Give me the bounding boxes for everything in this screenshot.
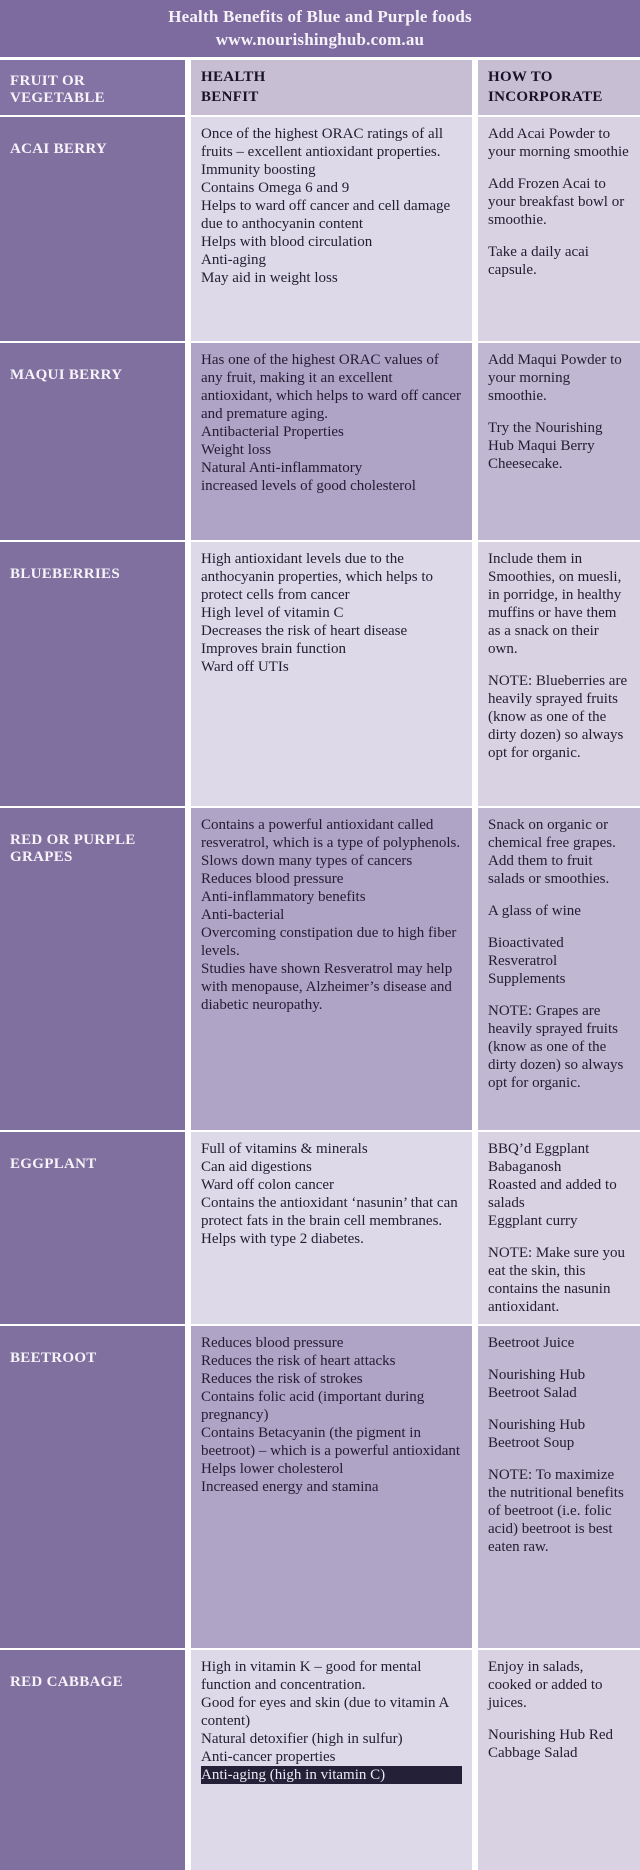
incorporate-cell: [478, 808, 640, 1130]
benefit-line: Weight loss: [201, 442, 272, 458]
incorporate-cell: [478, 117, 640, 341]
benefit-line: High level of vitamin C: [201, 605, 344, 621]
benefit-line: Ward off UTIs: [201, 659, 289, 675]
incorporate-paragraph: [488, 816, 630, 888]
benefit-line: Natural Anti-inflammatory: [201, 460, 363, 476]
benefit-line: May aid in weight loss: [201, 270, 338, 286]
fruit-name: MAQUI BERRY: [10, 367, 123, 383]
incorporate-cell: [478, 1650, 640, 1870]
benefit-line: Anti-aging (high in vitamin C): [201, 1766, 462, 1784]
incorporate-cell: [478, 343, 640, 540]
row-label-cell: [0, 343, 185, 540]
benefit-line: Good for eyes and skin (due to vitamin A content): [201, 1695, 449, 1729]
row-label-cell: [0, 1132, 185, 1324]
benefit-line: Helps to ward off cancer and cell damage due to anthocyanin content: [201, 198, 451, 232]
page-header: [0, 0, 640, 57]
row-label-cell: [0, 542, 185, 806]
page-title: Health Benefits of Blue and Purple foods: [168, 7, 472, 26]
incorporate-line: Beetroot Juice: [488, 1335, 575, 1351]
health-benefit-cell: [191, 117, 472, 341]
benefit-line: Improves brain function: [201, 641, 346, 657]
incorporate-paragraph: [488, 1002, 630, 1092]
benefit-line: Helps with blood circulation: [201, 234, 373, 250]
incorporate-line: Take a daily acai capsule.: [488, 244, 589, 278]
incorporate-paragraph: [488, 1416, 630, 1452]
incorporate-paragraph: [488, 902, 630, 920]
benefit-line: Contains folic acid (important during pregnancy): [201, 1389, 425, 1423]
incorporate-line: Babaganosh: [488, 1159, 562, 1175]
incorporate-paragraph: [488, 125, 630, 161]
row-label-cell: [0, 1650, 185, 1870]
row-label-cell: [0, 117, 185, 341]
incorporate-line: Roasted and added to salads: [488, 1177, 617, 1211]
incorporate-line: Snack on organic or chemical free grapes. Add them to fruit salads or smoothies.: [488, 817, 616, 887]
incorporate-paragraph: [488, 550, 630, 658]
incorporate-line: Nourishing Hub Beetroot Soup: [488, 1417, 586, 1451]
incorporate-line: Add Maqui Powder to your morning smoothie.: [488, 352, 622, 404]
benefit-line: Overcoming constipation due to high fiber levels.: [201, 925, 457, 959]
row-label-cell: [0, 1326, 185, 1648]
incorporate-paragraph: [488, 1726, 630, 1762]
column-header-fruit-or-vegetable: [0, 60, 185, 115]
column-header-benefit-line1: HEALTH: [201, 69, 266, 85]
fruit-name: ACAI BERRY: [10, 141, 108, 157]
benefit-line: Reduces the risk of strokes: [201, 1371, 363, 1387]
health-benefit-cell: [191, 1650, 472, 1870]
fruit-name: RED CABBAGE: [10, 1674, 123, 1690]
incorporate-paragraph: [488, 1366, 630, 1402]
incorporate-paragraph: [488, 1140, 630, 1230]
incorporate-line: Include them in Smoothies, on muesli, in porridge, in healthy muffins or have them as a snack on their own.: [488, 551, 622, 657]
benefit-line: High antioxidant levels due to the anthocyanin properties, which helps to protect cells from cancer: [201, 551, 434, 603]
benefit-line: Contains Betacyanin (the pigment in beetroot) – which is a powerful antioxidant: [201, 1425, 461, 1459]
benefit-line: Contains the antioxidant ‘nasunin’ that can protect fats in the brain cell membranes.: [201, 1195, 458, 1229]
benefit-line: Reduces blood pressure: [201, 871, 344, 887]
incorporate-line: Nourishing Hub Beetroot Salad: [488, 1367, 586, 1401]
benefit-line: Has one of the highest ORAC values of any fruit, making it an excellent antioxidant, which helps to ward off cancer and premature aging.: [201, 352, 462, 422]
column-header-incorporate-line2: INCORPORATE: [488, 89, 603, 105]
benefit-line: Studies have shown Resveratrol may help with menopause, Alzheimer’s disease and diabetic neuropathy.: [201, 961, 453, 1013]
health-benefit-cell: [191, 343, 472, 540]
incorporate-paragraph: [488, 419, 630, 473]
incorporate-line: NOTE: Blueberries are heavily sprayed fruits (know as one of the dirty dozen) so always opt for organic.: [488, 673, 628, 761]
benefit-line: Contains a powerful antioxidant called resveratrol, which is a type of polyphenols.: [201, 817, 461, 851]
benefit-line: Immunity boosting: [201, 162, 316, 178]
benefit-line: Anti-bacterial: [201, 907, 285, 923]
page-subtitle: www.nourishinghub.com.au: [215, 30, 425, 49]
benefit-line: Once of the highest ORAC ratings of all fruits – excellent antioxidant properties.: [201, 126, 444, 160]
benefit-line: Helps with type 2 diabetes.: [201, 1231, 364, 1247]
health-benefit-cell: [191, 542, 472, 806]
benefit-line: Reduces blood pressure: [201, 1335, 344, 1351]
incorporate-paragraph: [488, 1244, 630, 1316]
benefit-line: Can aid digestions: [201, 1159, 312, 1175]
health-benefit-cell: [191, 1326, 472, 1648]
benefit-line: Antibacterial Properties: [201, 424, 344, 440]
incorporate-paragraph: [488, 243, 630, 279]
incorporate-line: Nourishing Hub Red Cabbage Salad: [488, 1727, 613, 1761]
column-header-benefit-line2: BENFIT: [201, 89, 259, 105]
incorporate-paragraph: [488, 1466, 630, 1556]
column-header-health-benefit: [191, 60, 472, 115]
benefit-line: Decreases the risk of heart disease: [201, 623, 408, 639]
benefit-line: increased levels of good cholesterol: [201, 478, 416, 494]
incorporate-paragraph: [488, 351, 630, 405]
incorporate-paragraph: [488, 1334, 630, 1352]
benefit-line: Slows down many types of cancers: [201, 853, 413, 869]
fruit-name: BEETROOT: [10, 1350, 97, 1366]
incorporate-line: Eggplant curry: [488, 1213, 578, 1229]
fruit-name: RED OR PURPLE GRAPES: [10, 832, 136, 865]
benefit-line: Increased energy and stamina: [201, 1479, 379, 1495]
benefit-line: Reduces the risk of heart attacks: [201, 1353, 396, 1369]
incorporate-paragraph: [488, 175, 630, 229]
row-label-cell: [0, 808, 185, 1130]
incorporate-line: Add Frozen Acai to your breakfast bowl or smoothie.: [488, 176, 625, 228]
incorporate-line: A glass of wine: [488, 903, 581, 919]
incorporate-line: NOTE: Grapes are heavily sprayed fruits (know as one of the dirty dozen) so always opt for organic.: [488, 1003, 624, 1091]
incorporate-line: Enjoy in salads, cooked or added to juices.: [488, 1659, 603, 1711]
health-benefit-cell: [191, 808, 472, 1130]
benefit-line: Anti-aging: [201, 252, 266, 268]
fruit-name: EGGPLANT: [10, 1156, 97, 1172]
incorporate-line: BBQ’d Eggplant: [488, 1141, 590, 1157]
fruit-name: BLUEBERRIES: [10, 566, 121, 582]
column-header-incorporate-line1: HOW TO: [488, 69, 553, 85]
incorporate-line: Bioactivated Resveratrol Supplements: [488, 935, 566, 987]
benefit-line: Contains Omega 6 and 9: [201, 180, 350, 196]
incorporate-cell: [478, 1132, 640, 1324]
benefit-line: Anti-cancer properties: [201, 1749, 336, 1765]
incorporate-line: NOTE: Make sure you eat the skin, this contains the nasunin antioxidant.: [488, 1245, 626, 1315]
benefit-line: Anti-inflammatory benefits: [201, 889, 366, 905]
benefit-line: Helps lower cholesterol: [201, 1461, 344, 1477]
column-header-how-to-incorporate: [478, 60, 640, 115]
incorporate-line: Add Acai Powder to your morning smoothie: [488, 126, 629, 160]
benefit-line: High in vitamin K – good for mental function and concentration.: [201, 1659, 422, 1693]
benefit-line: Ward off colon cancer: [201, 1177, 335, 1193]
incorporate-line: Try the Nourishing Hub Maqui Berry Cheesecake.: [488, 420, 603, 472]
incorporate-cell: [478, 542, 640, 806]
incorporate-paragraph: [488, 934, 630, 988]
benefit-line: Full of vitamins & minerals: [201, 1141, 368, 1157]
health-benefit-cell: [191, 1132, 472, 1324]
incorporate-paragraph: [488, 672, 630, 762]
incorporate-paragraph: [488, 1658, 630, 1712]
incorporate-cell: [478, 1326, 640, 1648]
benefits-table: [0, 60, 640, 1870]
benefit-line: Natural detoxifier (high in sulfur): [201, 1731, 403, 1747]
incorporate-line: NOTE: To maximize the nutritional benefits of beetroot (i.e. folic acid) beetroot is best eaten raw.: [488, 1467, 624, 1555]
column-header-fruit-label: FRUIT OR VEGETABLE: [10, 73, 105, 106]
